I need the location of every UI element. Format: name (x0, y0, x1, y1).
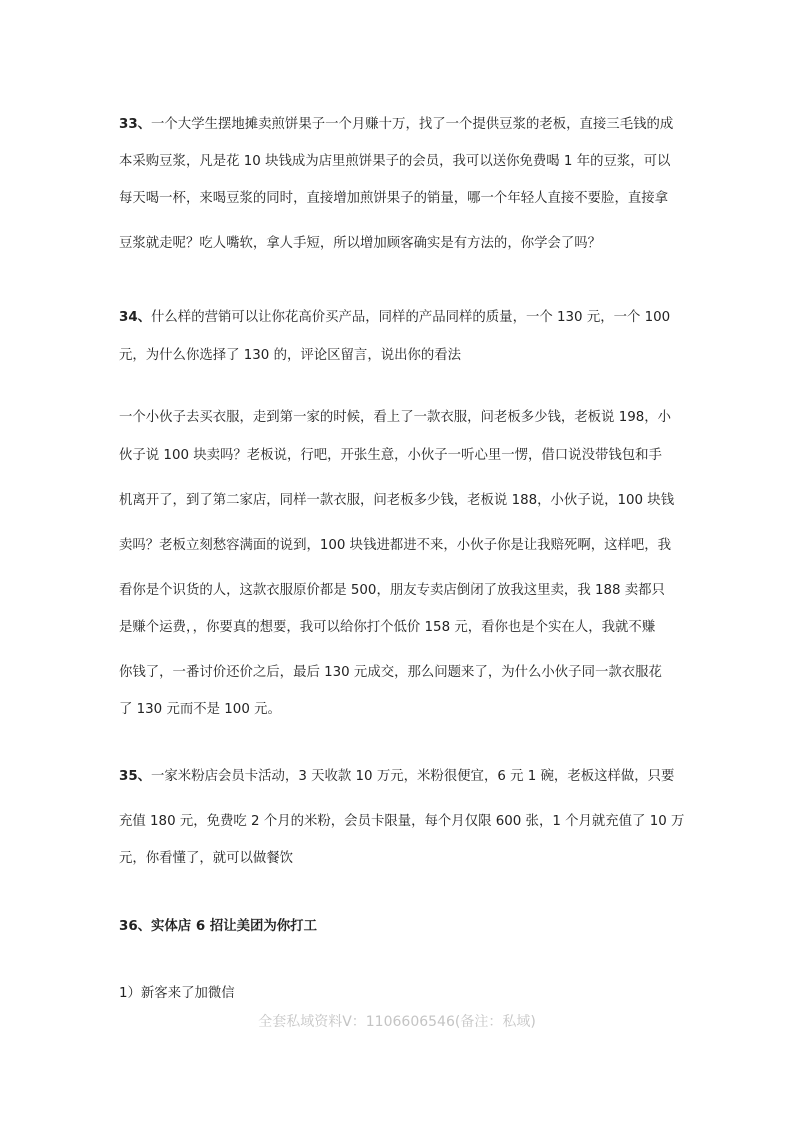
item-33-line: 每天喝一杯，来喝豆浆的同时，直接增加煎饼果子的销量，哪一个年轻人直接不要脸，直接拿 (119, 191, 669, 206)
story-line: 卖吗？老板立刻愁容满面的说到，100 块钱进都进不来，小伙子你是让我赔死啊，这样吧，我 (119, 538, 672, 553)
item-number: 35、 (119, 769, 152, 784)
story-line: 一个小伙子去买衣服，走到第一家的时候，看上了一款衣服，问老板多少钱，老板说 198，小 (119, 410, 672, 425)
story-line: 你钱了，一番讨价还价之后，最后 130 元成交，那么问题来了，为什么小伙子同一款衣服花 (119, 665, 662, 680)
item-35-line: 充值 180 元，免费吃 2 个月的米粉，会员卡限量，每个月仅限 600 张，1 个月就充值了 10 万 (119, 814, 685, 829)
item-35-line: 35、一家米粉店会员卡活动，3 天收款 10 万元，米粉很便宜，6 元 1 碗，老板这样做，只要 (119, 769, 675, 784)
item-36-heading-line: 36、实体店 6 招让美团为你打工 (119, 919, 317, 934)
watermark: 全套私域资料V：1106606546(备注：私域) (258, 1014, 536, 1030)
item-33-line: 33、一个大学生摆地摊卖煎饼果子一个月赚十万，找了一个提供豆浆的老板，直接三毛钱的成 (119, 117, 674, 132)
item-34-line: 34、什么样的营销可以让你花高价买产品，同样的产品同样的质量，一个 130 元，一个 100 (119, 310, 671, 325)
story-line: 了 130 元而不是 100 元。 (119, 702, 281, 717)
item-33-line: 本采购豆浆，凡是花 10 块钱成为店里煎饼果子的会员，我可以送你免费喝 1 年的豆浆，可以 (119, 154, 671, 169)
story-line: 机离开了，到了第二家店，同样一款衣服，问老板多少钱，老板说 188，小伙子说，100 块钱 (119, 493, 675, 508)
story-line: 是赚个运费，，你要真的想要，我可以给你打个低价 158 元，看你也是个实在人，我就不赚 (119, 620, 656, 635)
story-line: 伙子说 100 块卖吗？老板说，行吧，开张生意，小伙子一听心里一愣，借口说没带钱包和手 (119, 448, 662, 463)
step-1-line: 1）新客来了加微信 (119, 986, 235, 1001)
story-line: 看你是个识货的人，这款衣服原价都是 500，朋友专卖店倒闭了放我这里卖，我 188 卖都只 (119, 583, 665, 598)
item-34-line: 元，为什么你选择了 130 的，评论区留言，说出你的看法 (119, 348, 462, 363)
item-number: 34、 (119, 310, 152, 325)
item-33-line: 豆浆就走呢？吃人嘴软，拿人手短，所以增加顾客确实是有方法的，你学会了吗？ (119, 236, 602, 251)
item-number: 33、 (119, 117, 152, 132)
item-35-line: 元，你看懂了，就可以做餐饮 (119, 851, 294, 866)
